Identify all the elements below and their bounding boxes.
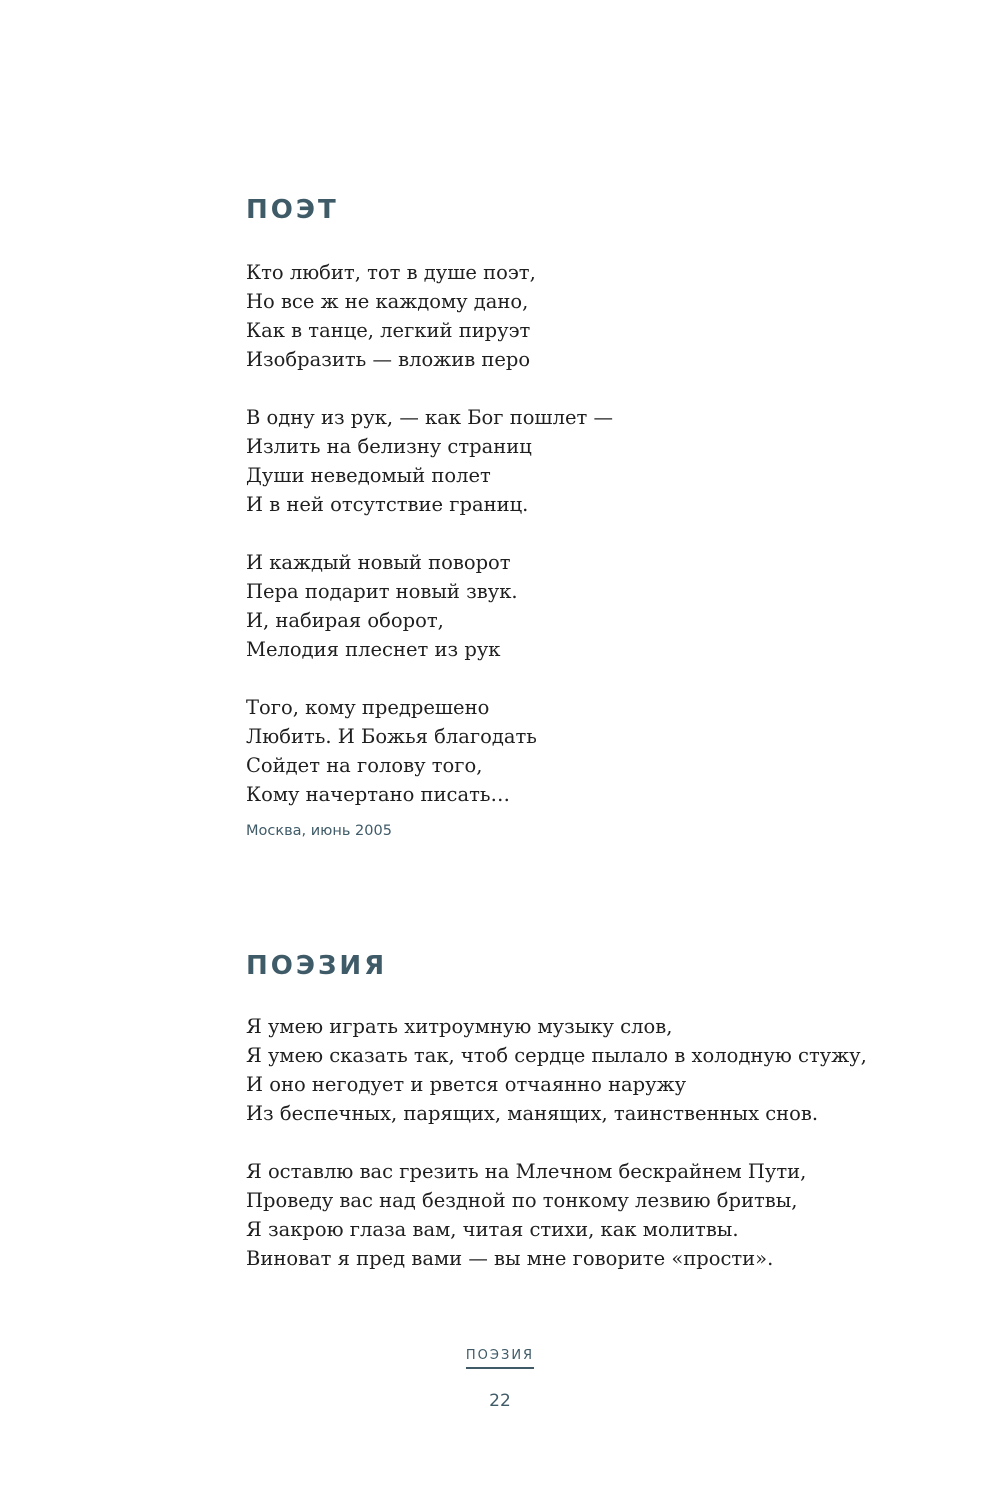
- poem-dateline: Москва, июнь 2005: [246, 823, 392, 839]
- poem-line: Сойдет на голову того,: [246, 754, 483, 777]
- poem-line: Пера подарит новый звук.: [246, 580, 518, 603]
- stanza: [246, 1012, 926, 1128]
- stanza: [246, 548, 926, 664]
- stanza: [246, 403, 926, 519]
- stanza: [246, 258, 926, 374]
- poem-title: ПОЭЗИЯ: [246, 951, 388, 981]
- page-number: 22: [489, 1391, 511, 1411]
- stanza: [246, 693, 926, 809]
- poem-poetry: [246, 948, 926, 1273]
- poem-line: Любить. И Божья благодать: [246, 725, 537, 748]
- poem-line: Проведу вас над бездной по тонкому лезвию бритвы,: [246, 1189, 798, 1212]
- poem-poet: [246, 192, 926, 839]
- poem-line: И, набирая оборот,: [246, 609, 444, 632]
- poem-line: Мелодия плеснет из рук: [246, 638, 501, 661]
- poem-line: Кому начертано писать…: [246, 783, 511, 806]
- poem-line: Я оставлю вас грезить на Млечном бескрайнем Пути,: [246, 1160, 807, 1183]
- poem-line: Я умею сказать так, чтоб сердце пылало в холодную стужу,: [246, 1044, 867, 1067]
- poem-line: И оно негодует и рвется отчаянно наружу: [246, 1073, 687, 1096]
- poem-line: Изобразить — вложив перо: [246, 348, 531, 371]
- poem-line: Я умею играть хитроумную музыку слов,: [246, 1015, 673, 1038]
- poem-line: Кто любит, тот в душе поэт,: [246, 261, 536, 284]
- poem-line: И в ней отсутствие границ.: [246, 493, 529, 516]
- poem-line: Виноват я пред вами — вы мне говорите «прости».: [246, 1247, 774, 1270]
- page-footer: [0, 1346, 1000, 1411]
- poem-line: В одну из рук, — как Бог пошлет —: [246, 406, 613, 429]
- running-footer-section: ПОЭЗИЯ: [466, 1348, 534, 1369]
- poem-line: И каждый новый поворот: [246, 551, 511, 574]
- poem-line: Излить на белизну страниц: [246, 435, 532, 458]
- poem-line: Того, кому предрешено: [246, 696, 490, 719]
- stanza: [246, 1157, 926, 1273]
- poem-line: Я закрою глаза вам, читая стихи, как молитвы.: [246, 1218, 739, 1241]
- poem-line: Из беспечных, парящих, манящих, таинственных снов.: [246, 1102, 819, 1125]
- poem-line: Души неведомый полет: [246, 464, 491, 487]
- poem-line: Но все ж не каждому дано,: [246, 290, 529, 313]
- poem-title: ПОЭТ: [246, 195, 339, 225]
- poem-line: Как в танце, легкий пируэт: [246, 319, 531, 342]
